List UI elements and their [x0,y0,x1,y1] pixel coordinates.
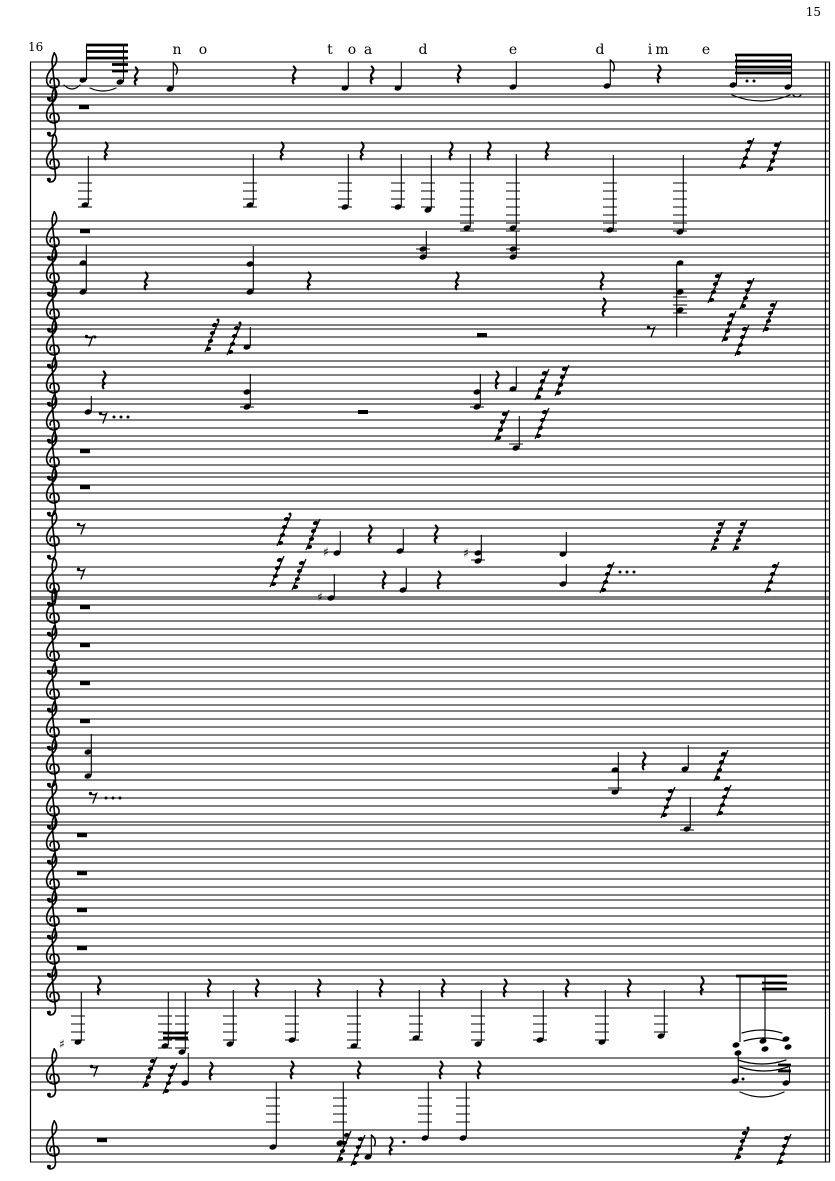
staff-s8 [30,358,830,411]
lyric-syllable: d [418,42,428,58]
staff-s7 [30,319,830,368]
measure-number: 16 [28,40,44,54]
staff-events-s21 [77,871,87,875]
staff-s20 [30,816,830,864]
staff-events-s4 [80,229,90,233]
staff-s22 [30,891,830,939]
lyric-syllable: d [595,42,605,58]
staff-s21 [30,854,830,902]
lyric-syllable: e [701,42,711,58]
staff-s23 [30,929,830,977]
svg-text:♯: ♯ [323,545,329,559]
staff-events-s24 [59,976,792,1071]
staff-events-s16 [80,681,90,685]
staff-s26 [30,1121,830,1169]
staff-s1 [30,45,830,101]
lyric-syllable: a [363,42,373,58]
staff-events-s25 [90,1053,791,1151]
staff-events-s17 [80,719,90,723]
staff-s14 [30,588,830,636]
staff-s10 [30,432,830,480]
svg-text:♯: ♯ [463,546,469,560]
lyric-syllable: i [647,42,653,58]
lyric-syllable: n [172,42,182,58]
svg-text:♯: ♯ [317,590,323,604]
page-number: 15 [805,5,821,19]
staff-s2 [30,88,830,136]
staff-s9 [30,395,830,452]
staff-s17 [30,702,830,750]
staff-s6 [30,284,830,332]
staff-s25 [30,1049,830,1151]
svg-text:♯: ♯ [59,1037,65,1051]
staff-s11 [30,468,830,516]
staff-events-s14 [80,605,90,609]
lyric-syllable: t [327,42,333,58]
staff-s3 [30,134,830,236]
staff-s13 [30,556,830,606]
staff-events-s11 [80,485,90,489]
staff-s24 [30,967,830,1071]
staff-s12 [30,511,830,565]
staff-events-s15 [80,643,90,647]
staff-events-s1 [64,45,801,101]
staff-events-s20 [77,833,87,837]
staff-s15 [30,626,830,674]
staff-s16 [30,664,830,712]
staff-events-s10 [80,449,90,453]
lyric-syllable: o [198,42,208,58]
lyric-syllable: m [655,42,669,58]
staff-events-s22 [77,908,87,912]
lyric-syllable: o [347,42,357,58]
staff-s4 [30,212,830,260]
staff-events-s2 [79,105,89,109]
lyric-syllable: e [508,42,518,58]
staff-events-s23 [77,946,87,950]
